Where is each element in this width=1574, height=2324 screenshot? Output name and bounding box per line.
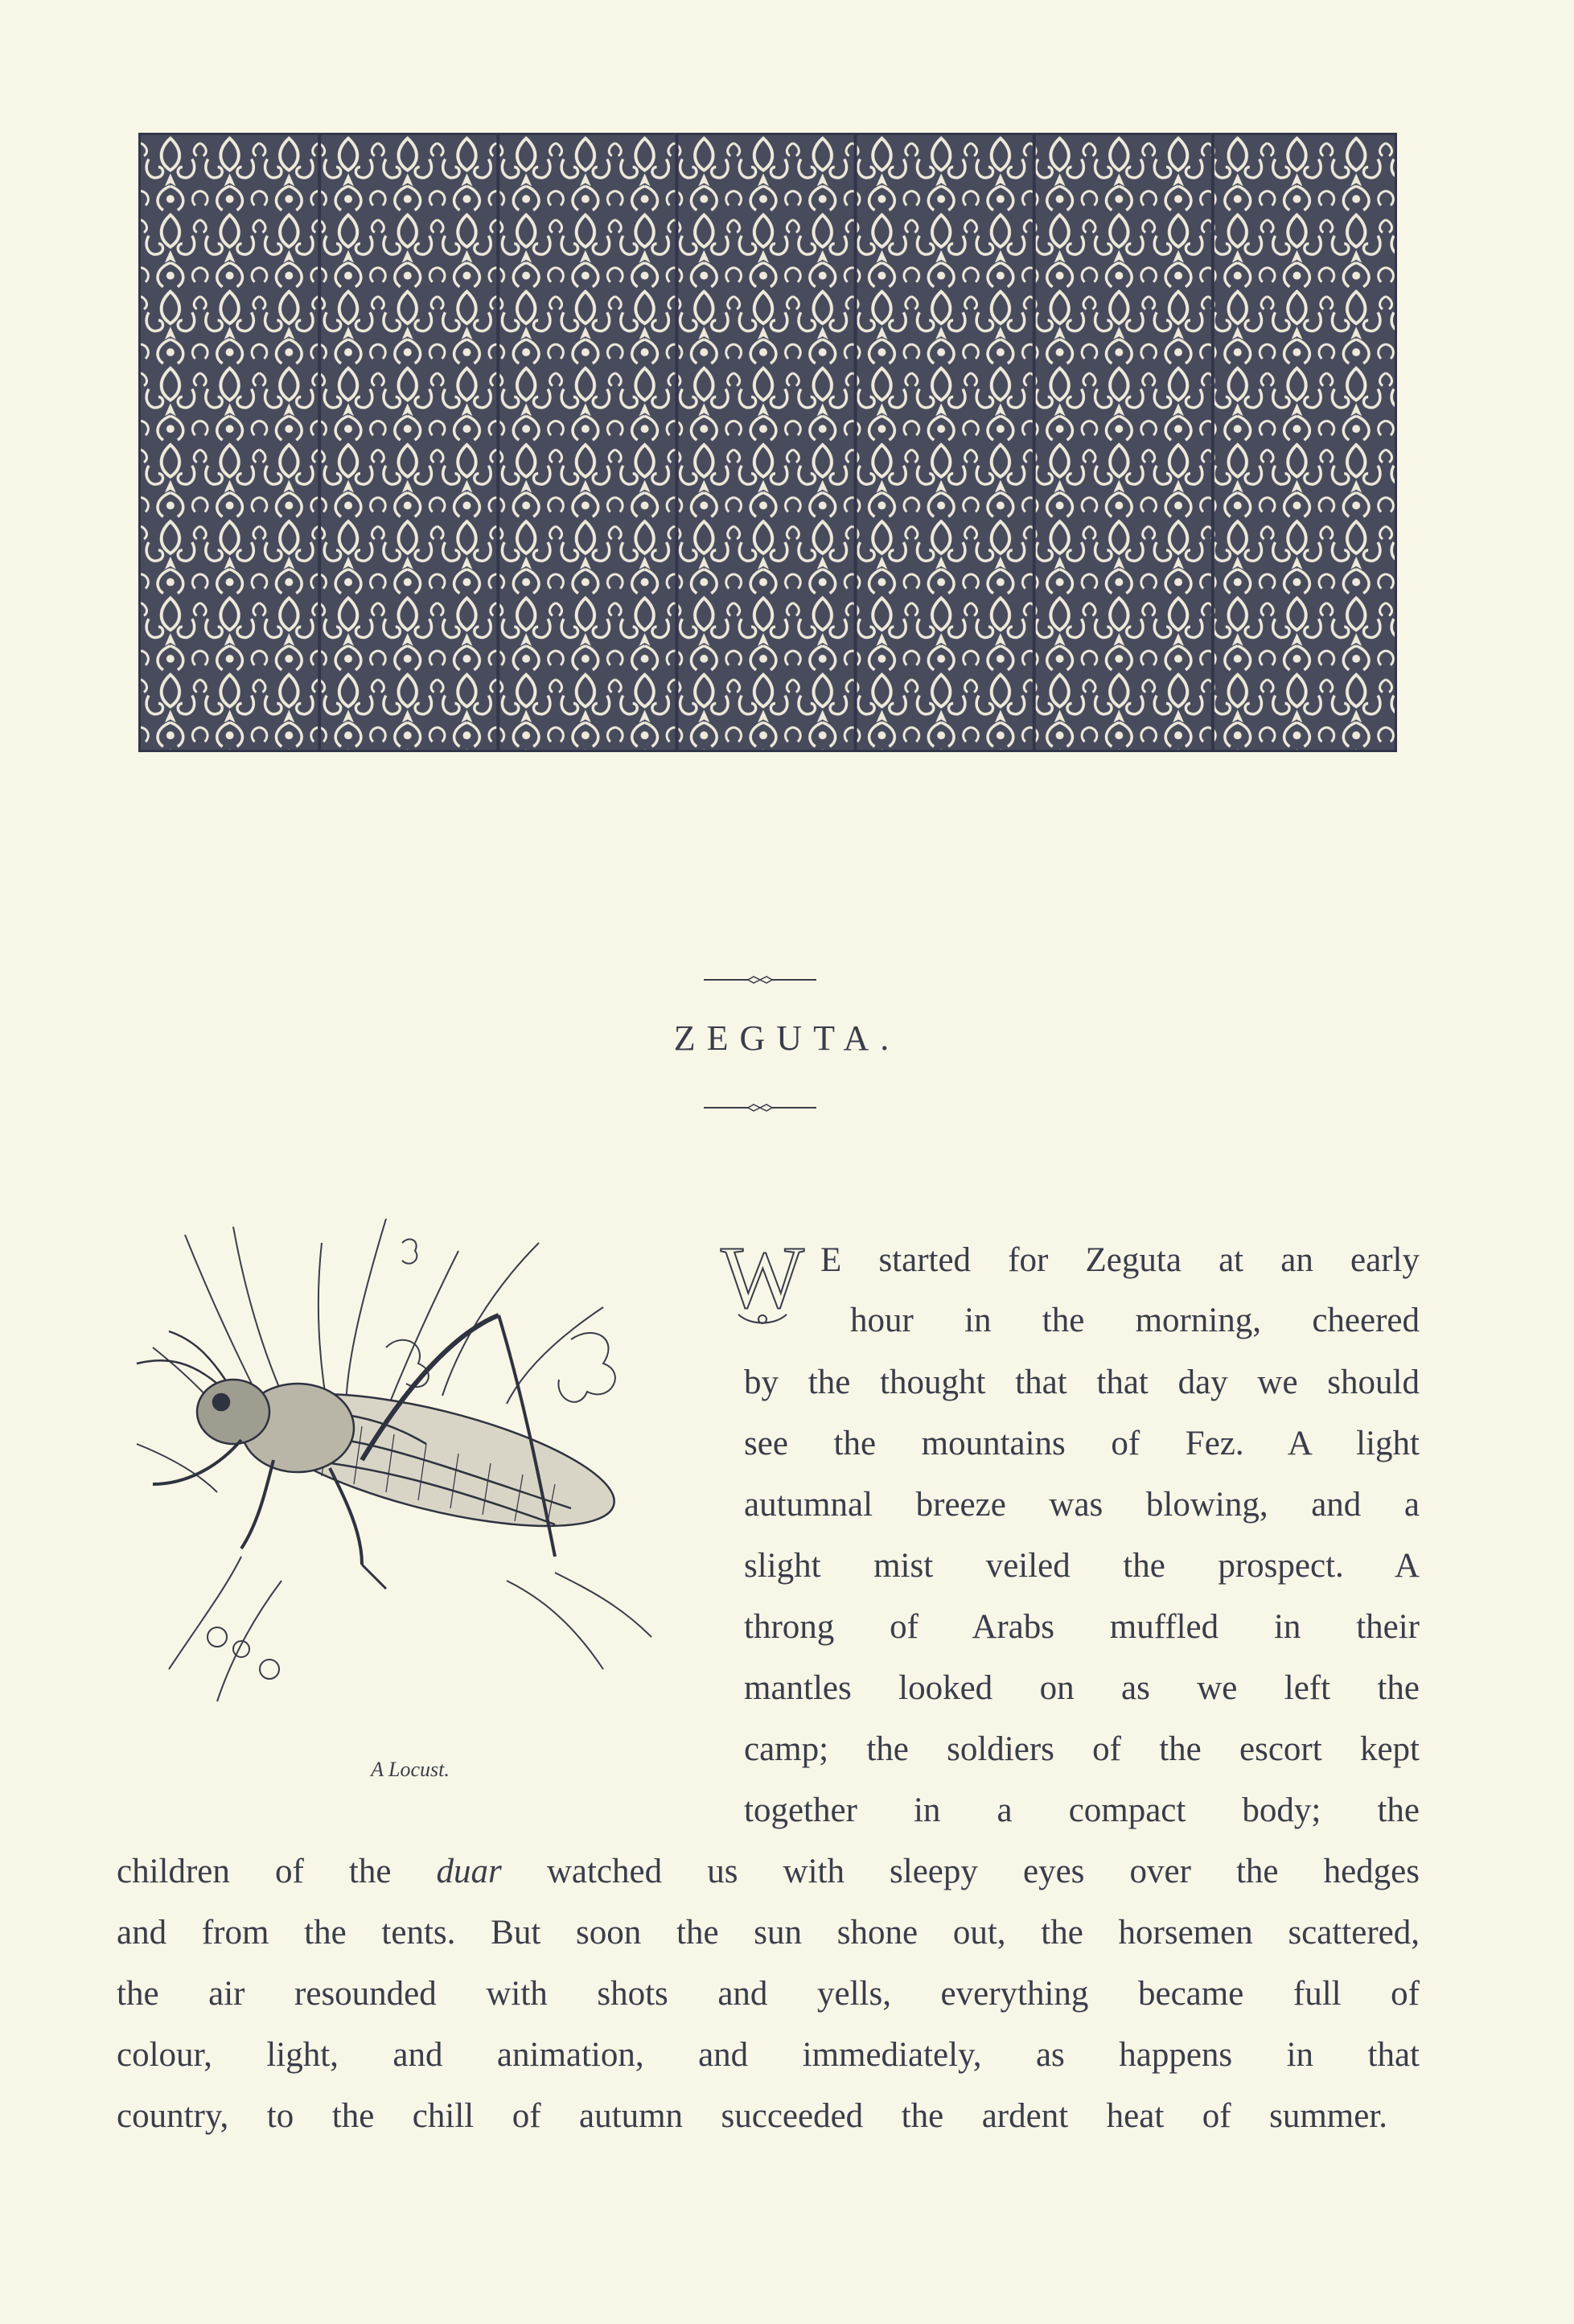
text-line-12: and from the tents. But soon the sun shone out, the horsemen scattered, (117, 1914, 1420, 1952)
text-line-14: colour, light, and animation, and immediately, as happens in that (117, 2036, 1420, 2074)
text-line-3: by the thought that that day we should (744, 1364, 1420, 1401)
text-line-5: autumnal breeze was blowing, and a (744, 1486, 1420, 1524)
ornamental-rule-top (704, 973, 816, 986)
text-line-4: see the mountains of Fez. A light (744, 1425, 1420, 1462)
chapter-title: ZEGUTA. (673, 1018, 901, 1058)
text-line-11 (117, 1854, 1420, 1889)
dropcap-letter (706, 1231, 819, 1327)
text-line-1: E started for Zeguta at an early (820, 1241, 1420, 1279)
italic-word-duar: duar (436, 1853, 502, 1890)
decorative-header-banner (138, 133, 1397, 752)
text-line-9: camp; the soldiers of the escort kept (744, 1730, 1420, 1768)
locust-illustration (121, 1219, 700, 1734)
ornamental-rule-bottom (704, 1101, 816, 1114)
decorated-w-icon (706, 1231, 819, 1327)
text-line-11-start: children of the (117, 1853, 392, 1890)
text-line-2: hour in the morning, cheered (850, 1302, 1420, 1339)
text-line-15: country, to the chill of autumn succeeded the ardent heat of summer. (117, 2097, 1387, 2135)
text-line-7: throng of Arabs muffled in their (744, 1608, 1420, 1646)
dropcap-glyph: W (721, 1231, 804, 1327)
locust-icon (121, 1219, 700, 1734)
arabesque-pattern-icon (141, 135, 1395, 750)
figure-caption: A Locust. (371, 1758, 450, 1781)
text-line-11-end: watched us with sleepy eyes over the hedges (546, 1853, 1420, 1890)
text-line-6: slight mist veiled the prospect. A (744, 1547, 1420, 1585)
text-line-13: the air resounded with shots and yells, everything became full of (117, 1975, 1420, 2013)
text-line-10: together in a compact body; the (744, 1791, 1420, 1829)
text-line-8: mantles looked on as we left the (744, 1669, 1420, 1707)
